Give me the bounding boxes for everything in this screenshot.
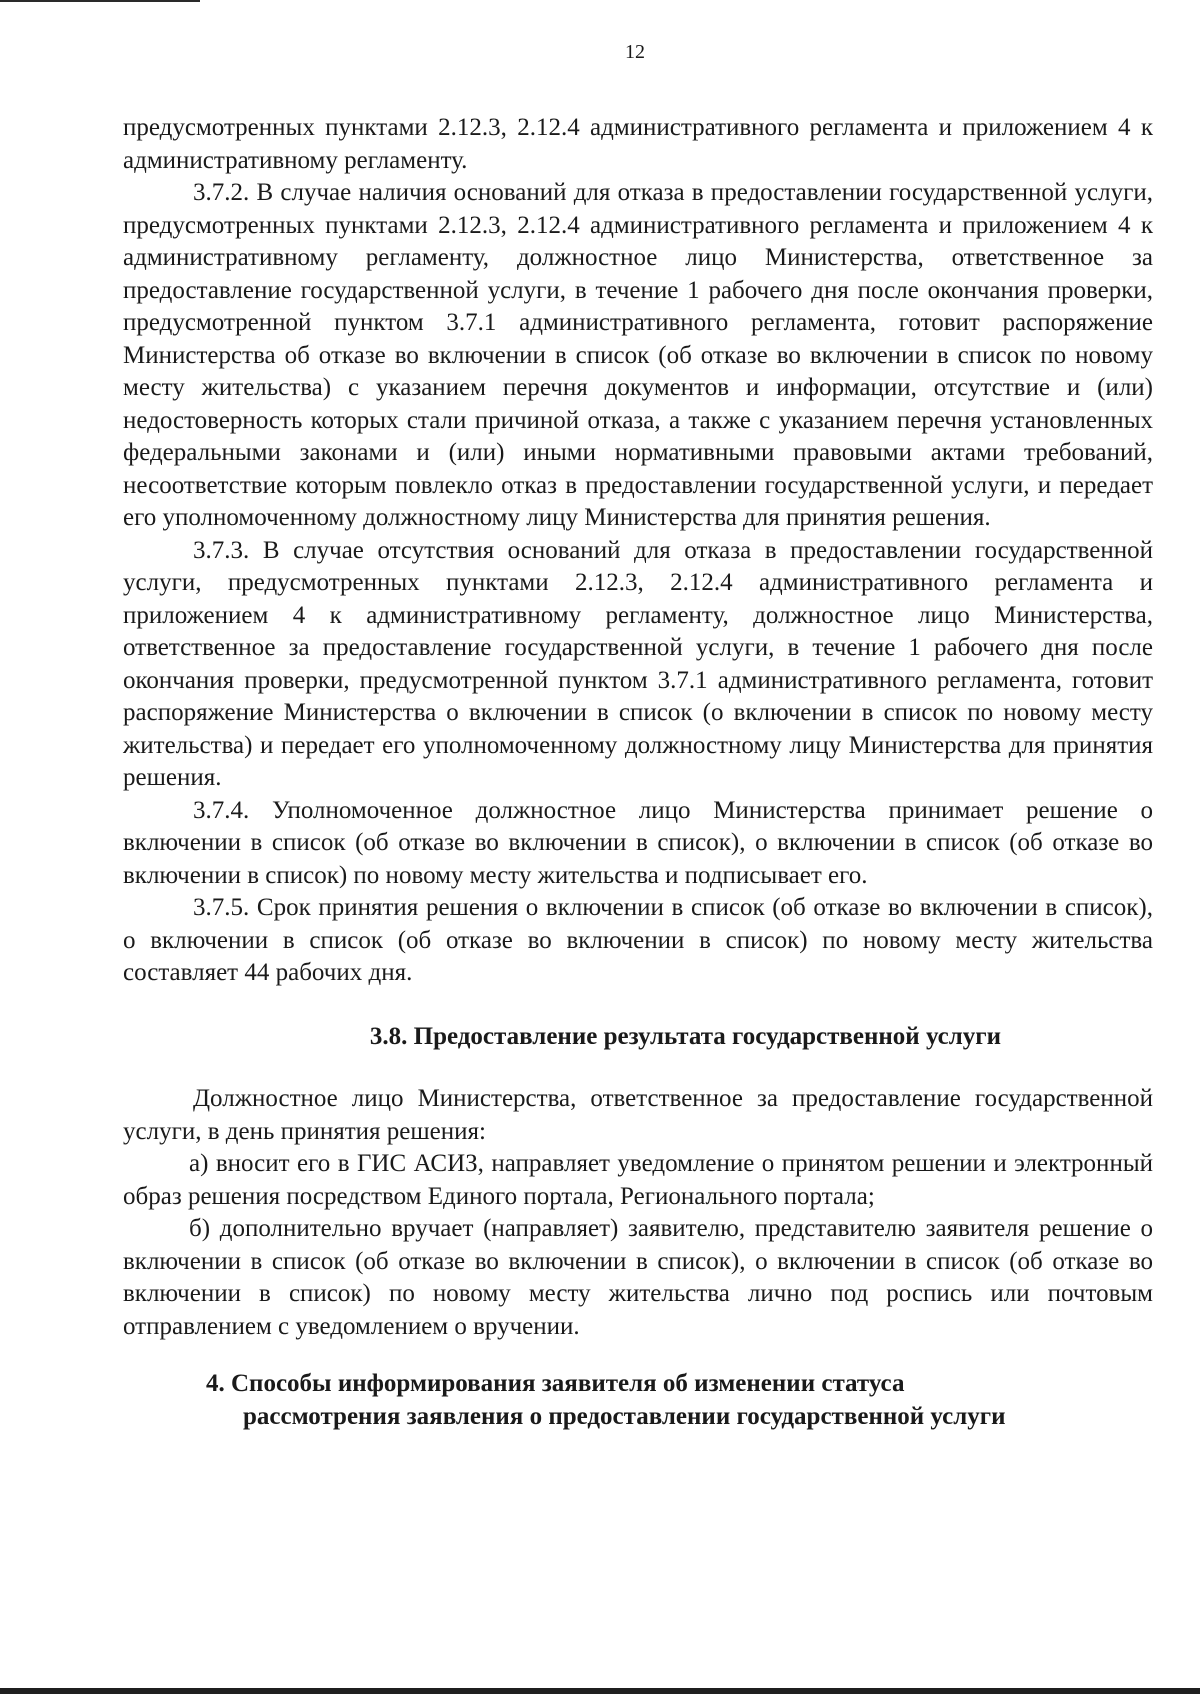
paragraph-3-7-3: 3.7.3. В случае отсутствия оснований для отказа в предоставлении государственной услуги, предусмотренных пунктами 2.12.3, 2.12.4 административного регламента и приложением 4 к административному регламенту, должностное лицо Министерства, ответственное за предоставление государственной услуги, в течение 1 рабочего дня после окончания проверки, предусмотренной пунктом 3.7.1 административного регламента, готовит распоряжение Министерства о включении в список (о включении в список по новому месту жительства) и передает его уполномоченному должностному лицу Министерства для принятия решения.	[123, 536, 1153, 791]
section-heading-4	[123, 1368, 1153, 1433]
paragraph-3-7-2: 3.7.2. В случае наличия оснований для отказа в предоставлении государственной услуги, предусмотренных пунктами 2.12.3, 2.12.4 административного регламента и приложением 4 к административному регламенту, должностное лицо Министерства, ответственное за предоставление государственной услуги, в течение 1 рабочего дня после окончания проверки, предусмотренной пунктом 3.7.1 административного регламента, готовит распоряжение Министерства об отказе во включении в список (об отказе во включении в список по новому месту жительства) с указанием перечня документов и информации, отсутствие и (или) недостоверность которых стали причиной отказа, а также с указанием перечня установленных федеральными законами и (или) иными нормативными правовыми актами требований, несоответствие которым повлекло отказ в предоставлении государственной услуги, и передает его уполномоченному должностному лицу Министерства для принятия решения.	[123, 179, 1153, 531]
section-heading-4-line-1: 4. Способы информирования заявителя об изменении статуса	[206, 1370, 905, 1397]
section-3-8-item-a: а) вносит его в ГИС АСИЗ, направляет уведомление о принятом решении и электронный образ решения посредством Единого портала, Регионального портала;	[123, 1150, 1153, 1210]
page-number: 12	[625, 41, 645, 63]
section-3-8-intro: Должностное лицо Министерства, ответственное за предоставление государственной услуги, в день принятия решения:	[123, 1085, 1153, 1145]
scan-edge-bottom	[0, 1688, 1200, 1694]
section-heading-3-8: 3.8. Предоставление результата государственной услуги	[369, 1022, 1002, 1050]
paragraph-3-7-5: 3.7.5. Срок принятия решения о включении в список (об отказе во включении в список), о включении в список (об отказе во включении в список) по новому месту жительства составляет 44 рабочих дня.	[123, 894, 1153, 986]
section-3-8-item-b: б) дополнительно вручает (направляет) заявителю, представителю заявителя решение о включении в список (об отказе во включении в список), о включении в список (об отказе во включении в список) по новому месту жительства лично под роспись или почтовым отправлением с уведомлением о вручении.	[123, 1215, 1153, 1340]
document-body	[123, 112, 1153, 1433]
paragraph-continuation: предусмотренных пунктами 2.12.3, 2.12.4 административного регламента и приложением 4 к административному регламенту.	[123, 114, 1153, 174]
paragraph-3-7-4: 3.7.4. Уполномоченное должностное лицо Министерства принимает решение о включении в список (об отказе во включении в список), о включении в список (об отказе во включении в список) по новому месту жительства и подписывает его.	[123, 796, 1153, 889]
section-heading-4-line-2: рассмотрения заявления о предоставлении государственной услуги	[243, 1402, 1006, 1430]
scan-edge-top	[0, 0, 200, 2]
